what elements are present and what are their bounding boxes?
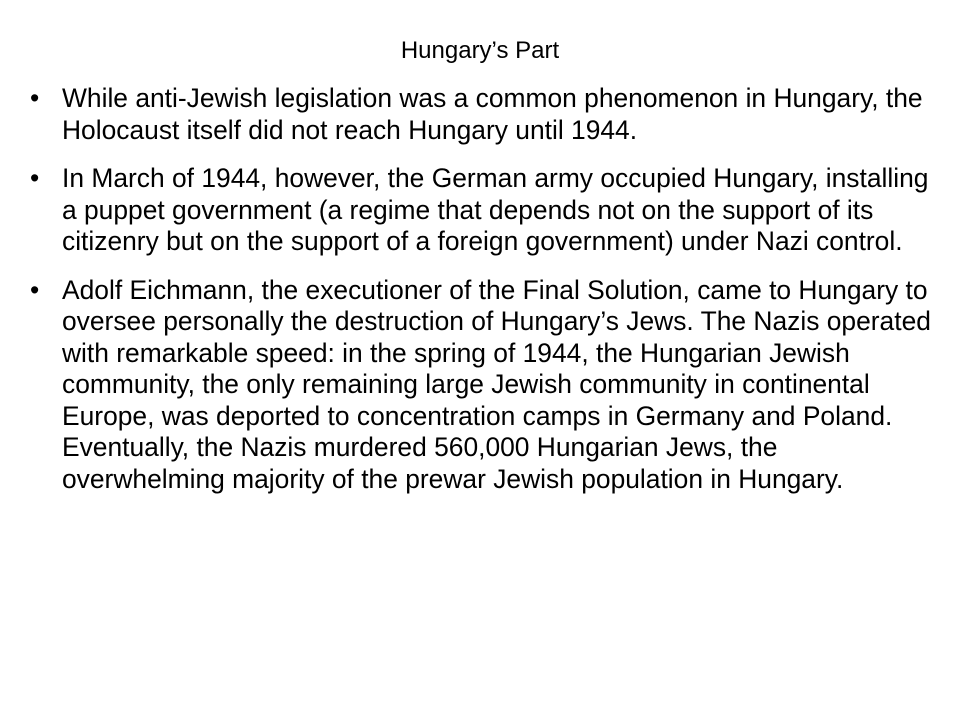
bullet-text: In March of 1944, however, the German army occupied Hungary, installing a puppet government (a regime that depends not on the support of its citizenry but on the support of a foreign government) under Nazi control. (62, 163, 929, 256)
bullet-icon: • (30, 83, 40, 113)
bullet-text: While anti-Jewish legislation was a common phenomenon in Hungary, the Holocaust itself did not reach Hungary until 1944. (62, 83, 923, 145)
bullet-text: Adolf Eichmann, the executioner of the Final Solution, came to Hungary to oversee personally the destruction of Hungary’s Jews. The Nazis operated with remarkable speed: in the spring of 1944, the Hungarian Jewish community, the only remaining large Jewish community in continental Europe, was deported to concentration camps in Germany and Poland. Eventually, the Nazis murdered 560,000 Hungarian Jews, the overwhelming majority of the prewar Jewish population in Hungary. (62, 274, 931, 494)
bullet-icon: • (30, 274, 40, 305)
bullet-list (30, 83, 945, 495)
bullet-item-eichmann (30, 275, 945, 496)
bullet-item-occupation (30, 163, 945, 258)
bullet-item-legislation (30, 83, 945, 146)
slide-title: Hungary’s Part (400, 37, 560, 64)
bullet-icon: • (30, 163, 40, 193)
